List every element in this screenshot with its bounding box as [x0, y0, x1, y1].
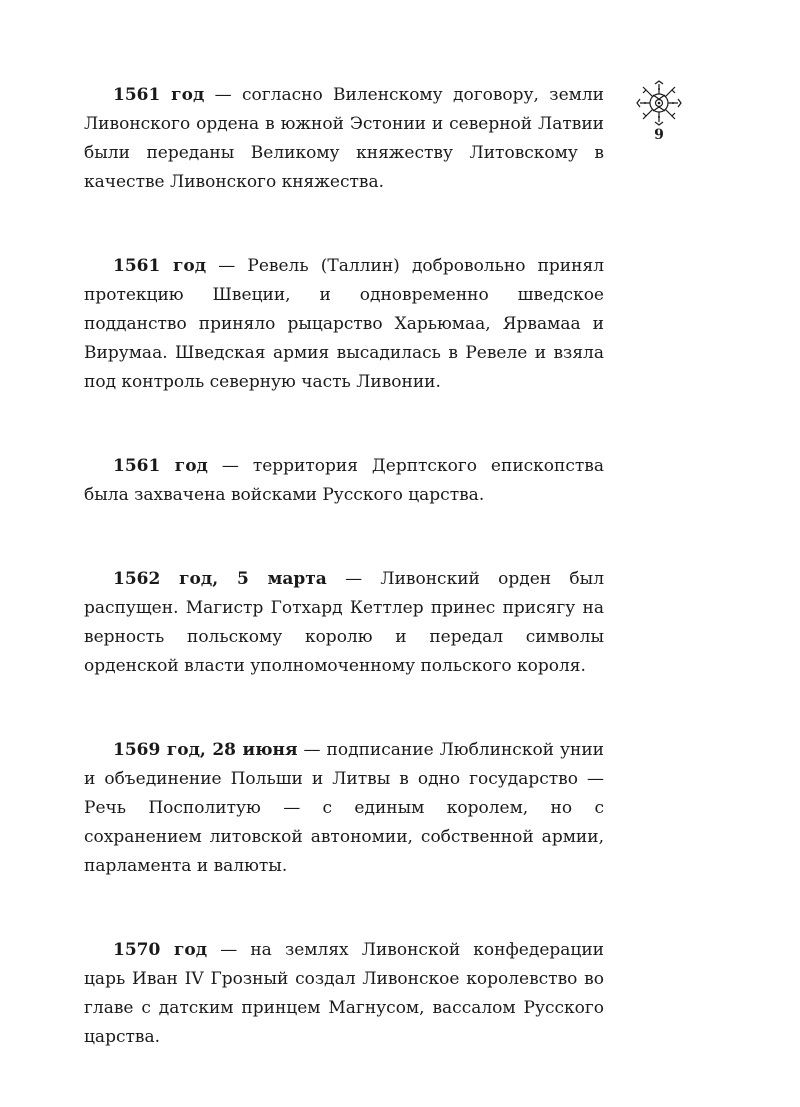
entry-text: — Ливонский орден был распущен. Магистр Готхард Кеттлер принес присягу на верность польскому королю и передал символы орденской власти уполномоченному польского короля. — [84, 569, 604, 676]
entry-paragraph — [84, 252, 604, 397]
page-number: 9 — [654, 127, 664, 143]
entry-text: — на землях Ливонской конфедерации царь Иван IV Грозный создал Ливонское королевство во главе с датским принцем Магнусом, вассалом Русского царства. — [84, 940, 604, 1047]
entry-date: 1561 год — [113, 85, 205, 105]
entry-text: — подписание Люблинской унии и объединение Польши и Литвы в одно государство — Речь Посполитую — с единым королем, но с сохранением литовской автономии, собственной армии, парламента и валюты. — [84, 740, 605, 876]
entry-paragraph — [84, 565, 604, 681]
entry-text: — Ревель (Таллин) добровольно принял протекцию Швеции, и одновременно шведское подданство приняло рыцарство Харьюмаа, Ярвамаа и Вирумаа. Шведская армия высадилась в Ревеле и взяла под контроль северную часть Ливонии. — [84, 256, 604, 392]
chronology-entry — [84, 736, 604, 881]
entry-date: 1561 год — [113, 256, 207, 276]
entry-text: — согласно Виленскому договору, земли Ливонского ордена в южной Эстонии и северной Латвии были переданы Великому княжеству Литовскому в качестве Ливонского княжества. — [84, 85, 604, 192]
entry-text: — территория Дерптского епископства была захвачена войсками Русского царства. — [84, 456, 604, 505]
page-body — [84, 81, 604, 1107]
entry-date: 1570 год — [113, 940, 208, 960]
entry-paragraph — [84, 736, 604, 881]
chronology-entry — [84, 252, 604, 397]
entry-paragraph — [84, 936, 604, 1052]
entry-date: 1562 год, 5 марта — [113, 569, 327, 589]
entry-paragraph — [84, 81, 604, 197]
chronology-entry — [84, 565, 604, 681]
chronology-entry — [84, 936, 604, 1052]
chronology-entry — [84, 81, 604, 197]
ornament-icon — [636, 80, 682, 126]
entry-date: 1569 год, 28 июня — [113, 740, 298, 760]
entry-date: 1561 год — [113, 456, 208, 476]
chronology-entry — [84, 452, 604, 510]
entry-paragraph — [84, 452, 604, 510]
